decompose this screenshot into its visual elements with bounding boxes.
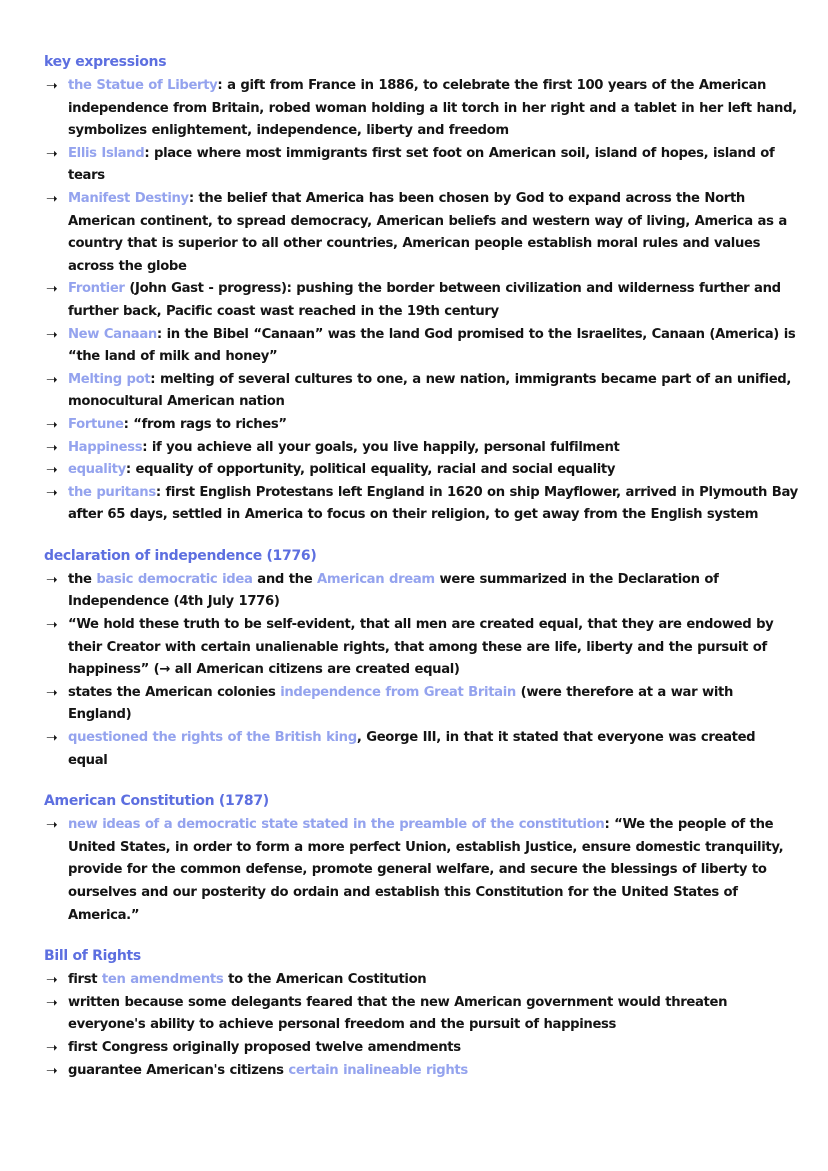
note-text: : place where most immigrants first set foot on American soil, island of hopes, island of tears [68, 145, 775, 184]
list-item [44, 727, 798, 772]
arrow-right-icon: ➝ [46, 190, 58, 207]
notes-sections [44, 52, 798, 1082]
note-text: and the [252, 571, 318, 587]
note-text: (were therefore at a war with England) [68, 684, 733, 723]
note-text: written because some delegants feared that the new American government would threaten everyone's ability to achieve personal freedom and the pursuit of happiness [68, 994, 728, 1033]
note-text: : “We the people of the United States, in order to form a more perfect Union, establish Justice, ensure domestic tranquility, provide for the common defense, promote general welfare, and secure the blessings of liberty to ourselves and our posterity do ordain and establish this Constitution for the United States of America.” [68, 817, 784, 923]
highlighted-term: Happiness [68, 439, 143, 455]
highlighted-term: questioned the rights of the British king [68, 730, 357, 746]
list-item [44, 682, 798, 727]
list-item [44, 814, 798, 927]
arrow-right-icon: ➝ [46, 684, 58, 701]
list-item [44, 992, 798, 1037]
list-item [44, 369, 798, 414]
list-item [44, 188, 798, 278]
note-text: : in the Bibel “Canaan” was the land God promised to the Israelites, Canaan (America) is “the land of milk and honey” [68, 326, 796, 365]
list-item [44, 969, 798, 992]
note-text: : “from rags to riches” [123, 416, 287, 432]
arrow-right-icon: ➝ [46, 484, 58, 501]
section-2 [44, 546, 798, 772]
section-title: declaration of independence (1776) [44, 547, 317, 564]
section-3 [44, 791, 798, 927]
note-text: : melting of several cultures to one, a new nation, immigrants became part of an unified, monocultural American nation [68, 371, 792, 410]
list-item [44, 459, 798, 482]
arrow-right-icon: ➝ [46, 326, 58, 343]
highlighted-term: ten amendments [101, 972, 224, 988]
note-text: guarantee American's citizens [68, 1062, 289, 1078]
note-text: the [68, 571, 97, 587]
highlighted-term: Frontier [68, 281, 125, 297]
highlighted-term: the puritans [68, 484, 156, 500]
list-item [44, 437, 798, 460]
highlighted-term: the Statue of Liberty [68, 78, 218, 93]
highlighted-term: Fortune [68, 416, 124, 432]
note-text: were summarized in the Declaration of Independence (4th July 1776) [68, 571, 719, 610]
list-item [44, 569, 798, 614]
arrow-right-icon: ➝ [46, 462, 58, 479]
note-text: : if you achieve all your goals, you live happily, personal fulfilment [142, 439, 620, 455]
note-text: : equality of opportunity, political equality, racial and social equality [125, 462, 616, 478]
highlighted-term: certain inalineable rights [288, 1062, 468, 1078]
arrow-right-icon: ➝ [46, 281, 58, 298]
highlighted-term: American dream [317, 571, 435, 587]
section-title: American Constitution (1787) [44, 793, 269, 810]
arrow-right-icon: ➝ [46, 571, 58, 588]
section-title: key expressions [44, 54, 167, 70]
list-item [44, 1037, 798, 1060]
arrow-right-icon: ➝ [46, 371, 58, 388]
note-text: : the belief that America has been chosen by God to expand across the North American continent, to spread democracy, American beliefs and western way of living, America as a country that is superior to all other countries, American people establish moral rules and values across the globe [68, 190, 787, 274]
note-text: to the American Costitution [223, 972, 427, 988]
list-item [44, 482, 798, 527]
note-text: (John Gast - progress): pushing the border between civilization and wilderness further and further back, Pacific coast wast reached in the 19th century [68, 281, 781, 319]
arrow-right-icon: ➝ [46, 78, 58, 94]
note-text: , George III, in that it stated that everyone was created equal [68, 730, 756, 768]
arrow-right-icon: ➝ [46, 994, 58, 1011]
highlighted-term: basic democratic idea [96, 571, 253, 587]
arrow-right-icon: ➝ [46, 1039, 58, 1056]
highlighted-term: Manifest Destiny [68, 190, 189, 206]
arrow-right-icon: ➝ [46, 730, 58, 747]
list-item [44, 75, 798, 143]
arrow-right-icon: ➝ [46, 1062, 58, 1079]
arrow-right-icon: ➝ [46, 972, 58, 989]
highlighted-term: Melting pot [68, 371, 151, 387]
list-item [44, 414, 798, 437]
note-text: first [68, 972, 102, 988]
highlighted-term: new ideas of a democratic state stated in the preamble of the constitution [68, 817, 605, 833]
list-item [44, 324, 798, 369]
section-4 [44, 946, 798, 1082]
arrow-right-icon: ➝ [46, 145, 58, 162]
highlighted-term: independence from Great Britain [280, 684, 516, 700]
note-text: : a gift from France in 1886, to celebrate the first 100 years of the American independence from Britain, robed woman holding a lit torch in her right and a tablet in her left hand, symbolizes enlightement, independence, liberty and freedom [68, 78, 797, 139]
section-title: Bill of Rights [44, 948, 141, 965]
highlighted-term: New Canaan [68, 326, 157, 342]
arrow-right-icon: ➝ [46, 617, 58, 634]
arrow-right-icon: ➝ [46, 817, 58, 834]
arrow-right-icon: ➝ [46, 439, 58, 456]
list-item [44, 1060, 798, 1083]
note-text: first Congress originally proposed twelve amendments [68, 1039, 461, 1055]
highlighted-term: equality [68, 462, 126, 478]
list-item [44, 143, 798, 188]
note-text: : first English Protestans left England in 1620 on ship Mayflower, arrived in Plymouth Bay after 65 days, settled in America to focus on their religion, to get away from the English system [68, 484, 798, 523]
section-1 [44, 52, 798, 527]
highlighted-term: Ellis Island [68, 145, 145, 161]
list-item [44, 278, 798, 323]
arrow-right-icon: ➝ [46, 416, 58, 433]
list-item [44, 614, 798, 682]
note-text: “We hold these truth to be self-evident, that all men are created equal, that they are endowed by their Creator with certain unalienable rights, that among these are life, liberty and the pursuit of happiness” (→ all American citizens are created equal) [68, 617, 774, 678]
note-text: states the American colonies [68, 684, 281, 700]
